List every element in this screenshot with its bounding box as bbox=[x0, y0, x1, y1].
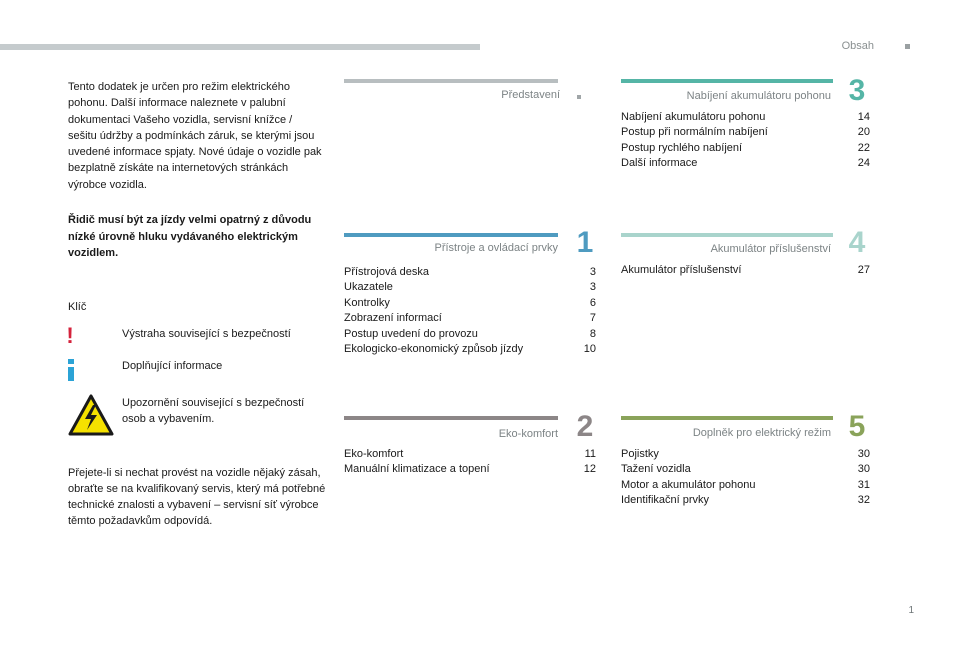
toc-item[interactable]: Eko-komfort 11 bbox=[344, 448, 596, 460]
toc-item[interactable]: Postup při normálním nabíjení 20 bbox=[621, 126, 870, 139]
intro-section-square-icon bbox=[577, 95, 581, 99]
section-4-toc bbox=[621, 263, 870, 278]
section-2-title: Eko-komfort bbox=[498, 428, 558, 440]
page-number: 1 bbox=[908, 605, 914, 616]
section-3-bar bbox=[621, 79, 833, 83]
safety-warning-legend: Výstraha související s bezpečností bbox=[122, 328, 291, 340]
toc-item[interactable]: Tažení vozidla 30 bbox=[621, 463, 870, 476]
toc-item[interactable]: Ukazatele 3 bbox=[344, 281, 596, 294]
toc-item[interactable]: Další informace 24 bbox=[621, 157, 870, 170]
electrical-warning-legend: Upozornění související s bezpečností osob a vybavením. bbox=[122, 397, 305, 425]
toc-item[interactable]: Motor a akumulátor pohonu 31 bbox=[621, 478, 870, 491]
additional-info-legend: Doplňující informace bbox=[122, 360, 223, 372]
exclamation-icon: ! bbox=[66, 323, 74, 348]
section-2-bar bbox=[344, 416, 558, 420]
toc-item[interactable]: Postup rychlého nabíjení 22 bbox=[621, 141, 870, 154]
intro-text: Tento dodatek je určen pro režim elektrického pohonu. Další informace naleznete v palubní dokumentaci Vašeho vozidla, servisní knížce / sešitu údržby a podmínkách záruk, se kterými jsou uvedené informace spjaty. Nové údaje o vozidle pak bezplatně získáte na internetových stránkách výrobce vozidla. bbox=[68, 81, 322, 191]
toc-item[interactable]: Postup uvedení do provozu 8 bbox=[344, 327, 596, 340]
toc-item[interactable]: Zobrazení informací 7 bbox=[344, 312, 596, 325]
section-5-toc bbox=[621, 447, 870, 509]
toc-item[interactable]: Identifikační prvky 32 bbox=[621, 494, 870, 507]
section-1-bar bbox=[344, 233, 558, 237]
header-title: Obsah bbox=[841, 40, 874, 52]
section-5-bar bbox=[621, 416, 833, 420]
toc-item[interactable]: Akumulátor příslušenství 27 bbox=[621, 264, 870, 276]
section-1-number: 1 bbox=[576, 226, 594, 259]
toc-item[interactable]: Nabíjení akumulátoru pohonu 14 bbox=[621, 111, 870, 123]
key-label: Klíč bbox=[68, 301, 87, 313]
section-2-number: 2 bbox=[576, 410, 594, 443]
section-4-number: 4 bbox=[848, 226, 866, 259]
section-3-number: 3 bbox=[848, 74, 866, 107]
section-5-number: 5 bbox=[848, 410, 866, 443]
header-bar bbox=[0, 44, 480, 50]
section-3-toc bbox=[621, 110, 870, 172]
toc-item[interactable]: Pojistky 30 bbox=[621, 448, 870, 460]
toc-item[interactable]: Manuální klimatizace a topení 12 bbox=[344, 463, 596, 476]
header-square-icon bbox=[905, 44, 910, 49]
toc-item[interactable]: Kontrolky 6 bbox=[344, 296, 596, 309]
section-1-toc bbox=[344, 265, 596, 357]
section-5-title: Doplněk pro elektrický režim bbox=[692, 427, 831, 439]
section-3-title: Nabíjení akumulátoru pohonu bbox=[686, 90, 831, 102]
toc-item[interactable]: Přístrojová deska 3 bbox=[344, 266, 596, 278]
info-icon bbox=[66, 359, 76, 381]
section-1-title: Přístroje a ovládací prvky bbox=[434, 242, 558, 254]
driver-warning: Řidič musí být za jízdy velmi opatrný z důvodu nízké úrovně hluku vydávaného elektrickým vozidlem. bbox=[68, 214, 312, 259]
section-2-toc bbox=[344, 447, 596, 478]
section-4-bar bbox=[621, 233, 833, 237]
service-text: Přejete-li si nechat provést na vozidle nějaký zásah, obraťte se na kvalifikovaný servis, který má potřebné technické znalosti a vybavení – servisní síť výrobce těmto požadavkům odpovídá. bbox=[68, 467, 326, 527]
intro-section-bar bbox=[344, 79, 558, 83]
section-4-title: Akumulátor příslušenství bbox=[710, 243, 831, 255]
high-voltage-icon bbox=[68, 394, 114, 436]
toc-item[interactable]: Ekologicko-ekonomický způsob jízdy 10 bbox=[344, 343, 596, 356]
intro-section-title: Představení bbox=[501, 89, 560, 101]
